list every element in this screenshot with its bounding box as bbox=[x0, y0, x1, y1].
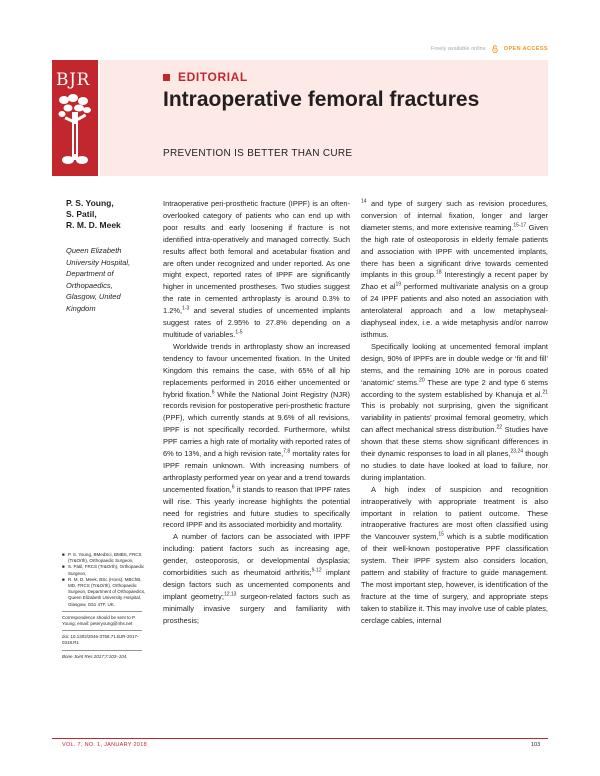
body-paragraph: A high index of suspicion and recognition intraoperatively with appropriate treatment is also important in relation to patient outcome. These intraoperative fractures are most often classified using the Vancouver system,$^{15}$ which is a subtle modification of their well-known postoperative PPF classification system. Their IPPF system also considers location, pattern and stability of fracture to guide management. The most important step, however, is identification of the fracture at the time of surgery, and appropriate steps taken to stabilize it. This may involve use of cable plates, cerclage cables, internal bbox=[361, 484, 548, 625]
body-paragraph: Specifically looking at uncemented femoral implant design, 90% of IPPFs are in double wedge or ‘fit and fill’ stems, and the remaining 10% are in porous coated ‘anatomic’ stems.$^{20}$ These are type 2 and type 6 stems according to the system established by Khanuja et al.$^{21}$ This is probably not surprising, given the significant variability in patients’ proximal femoral geometry, which can affect mechanical stress distribution.$^{22}$ Studies have shown that these stems show significant differences in their dynamic responses to load in all planes,$^{23,24}$ though no studies to date have looked at load to failure, nor during implantation. bbox=[361, 341, 548, 482]
citation-ref: 15 bbox=[438, 531, 444, 538]
author-name: P. S. Young, bbox=[66, 198, 114, 208]
citation-ref: 18 bbox=[435, 269, 442, 276]
article-title: Intraoperative femoral fractures bbox=[163, 88, 480, 111]
affiliation bbox=[66, 245, 148, 315]
open-access-lock-icon bbox=[492, 45, 498, 53]
body-column-left bbox=[163, 198, 350, 627]
bone-tree-logo-icon bbox=[56, 94, 94, 172]
citation-note: Bone Joint Res 2017;7:103–104. bbox=[62, 653, 128, 659]
citation-ref: 14 bbox=[361, 198, 367, 205]
citation-ref: 15-17 bbox=[513, 222, 527, 229]
section-square-icon bbox=[163, 74, 170, 81]
note-bullet-icon: ■ bbox=[62, 564, 65, 570]
author-note: ■ S. Patil, FRCS (Tr&Orth), Orthopaedic Surgeon, bbox=[62, 564, 145, 576]
page-number: 103 bbox=[531, 742, 541, 748]
notes-divider bbox=[62, 650, 142, 651]
body-paragraph: A number of factors can be associated with IPPF including: patient factors such as increasing age, gender, osteoporosis, or developmental dysplasia; comorbidities such as rheumatoid arthritis;$^{9-12}$ implant design factors such as uncemented components and implant geometry;$^{12,13}$ surgeon-related factors such as minimally invasive surgery and familiarity with prosthesis; bbox=[163, 532, 350, 625]
issue-info: VOL. 7, NO. 1, JANUARY 2018 bbox=[62, 742, 147, 748]
citation-ref: 12,13 bbox=[223, 591, 237, 598]
citation-ref: 19 bbox=[395, 281, 402, 288]
section-label bbox=[163, 70, 248, 84]
doi-note: doi: 10.1302/2046-3758.71.BJR-2017-0318.R1 bbox=[62, 634, 139, 646]
affiliation-line: Glasgow, United bbox=[66, 292, 121, 302]
notes-divider bbox=[62, 611, 142, 612]
open-access-label: OPEN ACCESS bbox=[503, 46, 548, 52]
correspondence-note: Correspondence should be sent to P. Young; email: peteryoung@nhs.net bbox=[62, 614, 136, 627]
affiliation-line: Kingdom bbox=[66, 303, 96, 313]
affiliation-line: University Hospital, bbox=[66, 257, 131, 267]
body-paragraph: Intraoperative peri-prosthetic fracture (IPPF) is an often-overlooked category of patients who can end up with poor results and early loosening if fracture is not identified intra-operatively and managed correctly. Such results affect both femoral and acetabular fixation and are often under recognized and under reported. As one might expect, reported rates of IPPF are significantly higher in uncemented prostheses. Two studies suggest the rate in cemented arthroplasty is around 0.3% to 1.2%,$^{1-3}$ and several studies of uncemented implants suggest rates of 2.95% to 27.8% depending on a multitude of variables.$^{1-5}$ bbox=[163, 199, 350, 339]
citation-ref: 6 bbox=[211, 389, 215, 396]
citation-ref: 21 bbox=[542, 389, 548, 396]
citation-ref: 1-3 bbox=[182, 305, 190, 312]
body-paragraph: Worldwide trends in arthroplasty show an increased tendency to favour uncemented fixation. In the United Kingdom this remains the case, with 65% of all hip replacements performed in 2016 either uncemented or hybrid fixation.$^6$ While the National Joint Registry (NJR) records revision for postoperative peri-prosthetic fracture (PPF), which currently stands at 9.6% of all revisions, IPPF is not specifically recorded. Furthermore, whilst PPF carries a high rate of mortality with reported rates of 6% to 13%, and a high revision rate,$^{7,8}$ mortality rates for IPPF remain unknown. With increasing numbers of arthroplasty performed year on year and a trend towards uncemented fixation,$^6$ it stands to reason that IPPF rates will rise. This yearly increase highlights the potential need for registries and future studies to specifically record IPPF and its associated morbidity and mortality. bbox=[163, 341, 351, 530]
body-column-right bbox=[361, 198, 548, 627]
citation-ref: 20 bbox=[419, 377, 425, 384]
citation-ref: 23,24 bbox=[510, 448, 524, 455]
citation-ref: 7,8 bbox=[283, 448, 291, 455]
author-name: S. Patil, bbox=[66, 209, 97, 219]
author-note: ■ R. M. D. Meek, BSc (Hons), MBChB, MD, FRCS (Tr&Orth), Orthopaedic Surgeon, Department of Orthopaedics, Queen Elizabeth University Hospital, Glasgow, G51 4TF, UK. bbox=[62, 576, 146, 607]
author-list bbox=[66, 198, 121, 231]
citation-ref: 6 bbox=[231, 484, 235, 491]
footer-rule bbox=[52, 738, 548, 739]
freely-available-text: Freely available online bbox=[431, 46, 486, 52]
journal-logo-panel bbox=[52, 60, 98, 176]
citation-ref: 1-5 bbox=[235, 329, 243, 336]
note-bullet-icon: ■ bbox=[62, 552, 65, 557]
author-note: ■ P. S. Young, BMedSci, BMBS, FRCS (Tr&Orth), Orthopaedic Surgeon, bbox=[62, 552, 142, 564]
note-bullet-icon: ■ bbox=[62, 576, 65, 582]
body-paragraph: $^{14}$ and type of surgery such as revision procedures, conversion of internal fixation, longer and larger diameter stems, and more extensive reaming.$^{15-17}$ Given the high rate of osteoporosis in elderly female patients and association with IPPF with uncemented implants, there has been a significant drive towards cemented implants in this group.$^{18}$ Interestingly a recent paper by Zhao et $al^{19}$ performed multivariate analysis on a group of 24 IPPF patients and also noted an association with anterolateral approach and a low metaphyseal-diaphyseal index, i.e. a wide metaphysis and/or narrow isthmus. bbox=[361, 198, 549, 339]
journal-abbrev: BJR bbox=[56, 70, 90, 90]
affiliation-line: Queen Elizabeth bbox=[66, 246, 122, 255]
citation-ref: 9-12 bbox=[311, 567, 322, 574]
affiliation-line: Orthopaedics, bbox=[66, 280, 113, 290]
article-subtitle: PREVENTION IS BETTER THAN CURE bbox=[163, 148, 353, 159]
affiliation-line: Department of bbox=[66, 269, 114, 279]
citation-ref: 22 bbox=[496, 424, 503, 431]
notes-divider bbox=[62, 630, 142, 631]
author-name: R. M. D. Meek bbox=[66, 220, 121, 230]
open-access-line bbox=[431, 45, 548, 53]
section-label-text: EDITORIAL bbox=[178, 70, 248, 84]
author-notes bbox=[62, 552, 150, 660]
